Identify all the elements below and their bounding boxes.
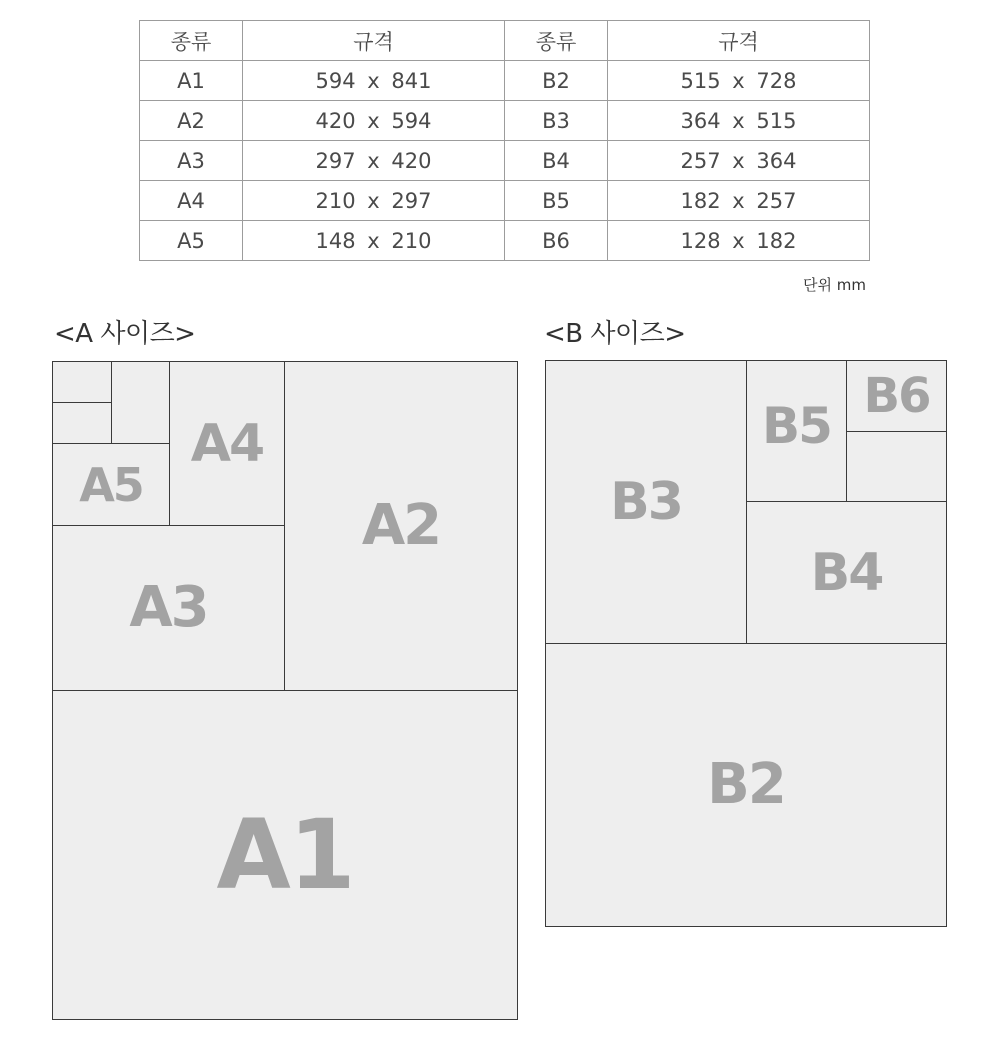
- cell-kind: B3: [505, 101, 608, 141]
- unit-note: 단위 mm: [803, 276, 866, 294]
- a8-region: [52, 361, 112, 403]
- table-row: [140, 221, 870, 261]
- table-header-row: [140, 21, 870, 61]
- b2-region: [545, 643, 947, 927]
- table-row: [140, 61, 870, 101]
- cell-spec: 257 x 364: [608, 141, 870, 181]
- a1-label: A1: [216, 799, 354, 911]
- b4-region: [746, 501, 947, 644]
- cell-spec: 420 x 594: [243, 101, 505, 141]
- b-size-title: <B 사이즈>: [544, 319, 686, 349]
- a5-region: [52, 443, 170, 526]
- a5-label: A5: [79, 457, 143, 512]
- a7-region: [52, 402, 112, 444]
- cell-kind: B6: [505, 221, 608, 261]
- cell-kind: A4: [140, 181, 243, 221]
- header-spec: 규격: [608, 21, 870, 61]
- table-row: [140, 181, 870, 221]
- cell-kind: A3: [140, 141, 243, 181]
- header-kind: 종류: [140, 21, 243, 61]
- cell-spec: 128 x 182: [608, 221, 870, 261]
- cell-kind: A1: [140, 61, 243, 101]
- a4-label: A4: [190, 413, 264, 474]
- b5-region: [746, 360, 847, 502]
- cell-kind: A5: [140, 221, 243, 261]
- a3-label: A3: [129, 575, 208, 640]
- cell-kind: A2: [140, 101, 243, 141]
- header-kind: 종류: [505, 21, 608, 61]
- b3-label: B3: [610, 472, 682, 532]
- a1-region: [52, 690, 518, 1020]
- paper-size-table: [139, 20, 870, 261]
- a2-region: [284, 361, 518, 691]
- header-spec: 규격: [243, 21, 505, 61]
- a2-label: A2: [361, 493, 441, 558]
- b4-label: B4: [810, 542, 883, 603]
- b7-region: [846, 431, 947, 502]
- b6-region: [846, 360, 947, 432]
- a4-region: [169, 361, 285, 526]
- cell-kind: B2: [505, 61, 608, 101]
- cell-spec: 148 x 210: [243, 221, 505, 261]
- table-row: [140, 101, 870, 141]
- cell-spec: 594 x 841: [243, 61, 505, 101]
- table-row: [140, 141, 870, 181]
- cell-kind: B5: [505, 181, 608, 221]
- b3-region: [545, 360, 747, 644]
- b5-label: B5: [762, 397, 831, 455]
- cell-spec: 364 x 515: [608, 101, 870, 141]
- b6-label: B6: [863, 368, 930, 424]
- a-size-title: <A 사이즈>: [54, 319, 196, 349]
- cell-spec: 297 x 420: [243, 141, 505, 181]
- a6-region: [111, 361, 170, 444]
- cell-spec: 210 x 297: [243, 181, 505, 221]
- cell-kind: B4: [505, 141, 608, 181]
- a3-region: [52, 525, 285, 691]
- b2-label: B2: [707, 752, 785, 817]
- cell-spec: 515 x 728: [608, 61, 870, 101]
- cell-spec: 182 x 257: [608, 181, 870, 221]
- a-size-diagram: [52, 361, 518, 1020]
- b-size-diagram: [545, 360, 947, 927]
